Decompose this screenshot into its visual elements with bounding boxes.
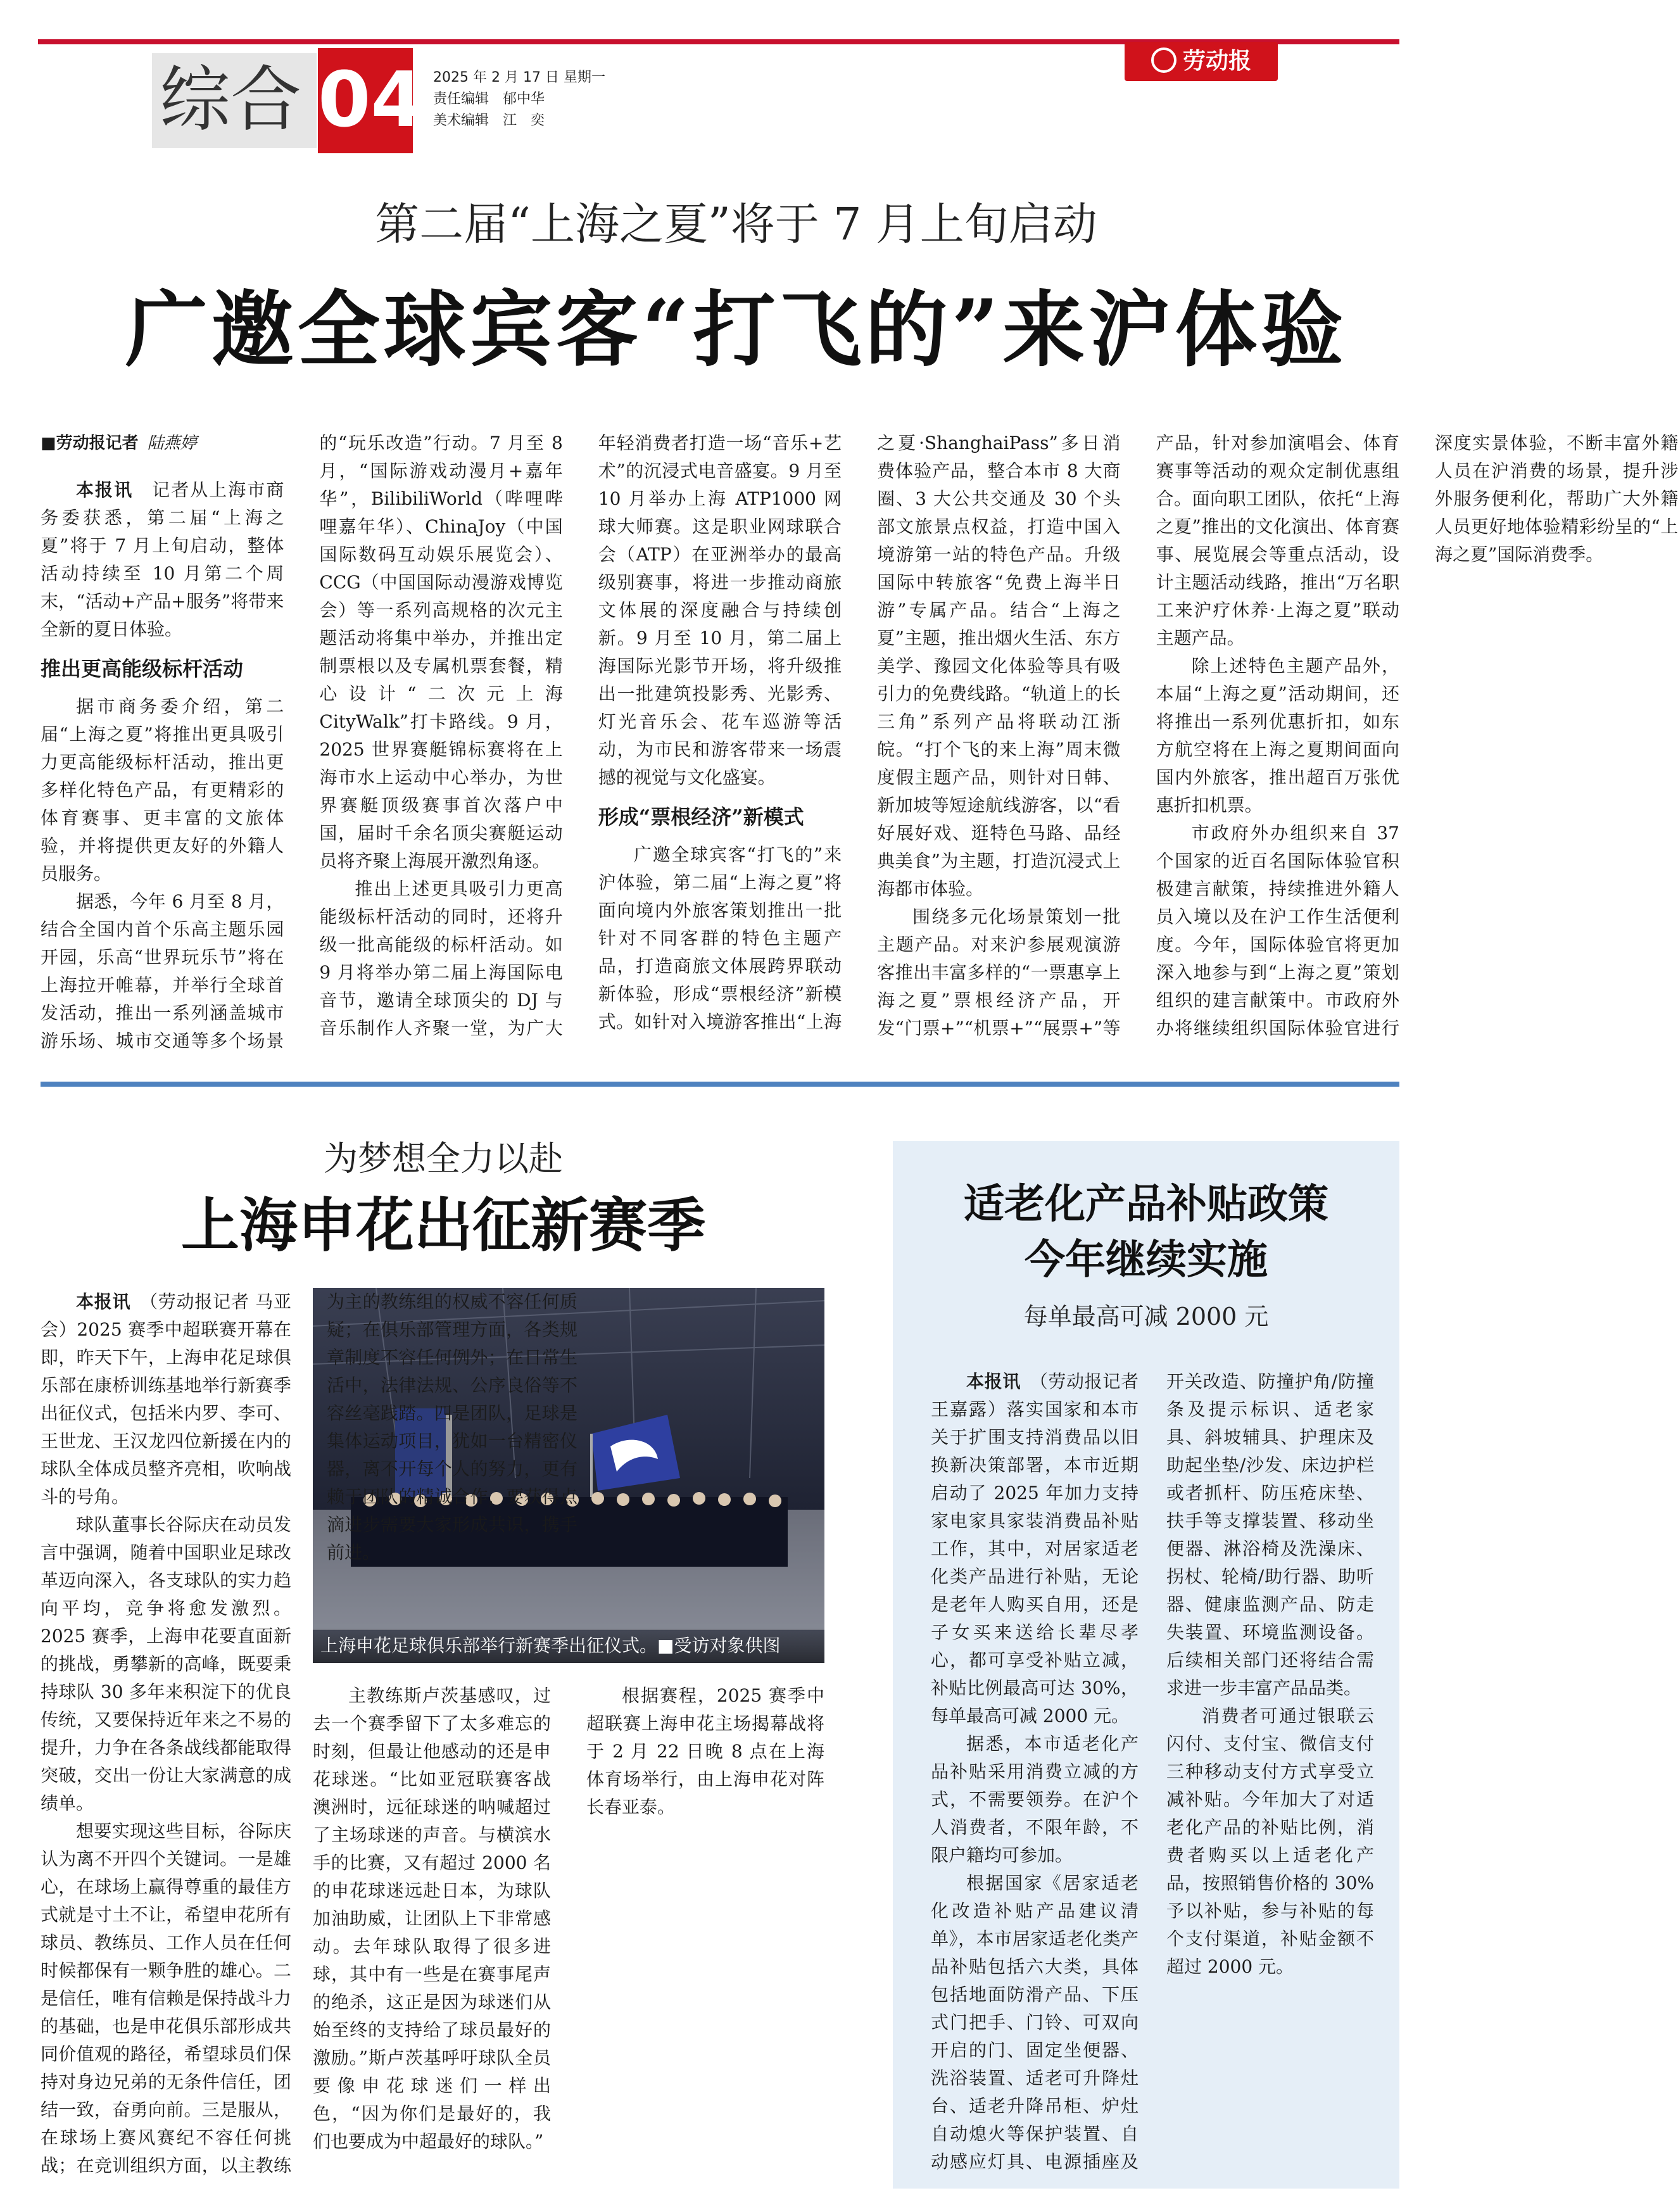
masthead-logo[interactable] [1125, 42, 1278, 81]
paragraph: 本报讯 记者从上海市商务委获悉，第二届“上海之夏”将于 7 月上旬启动，整体活动持续至 10 月第二个周末，“活动+产品+服务”将带来全新的夏日体验。 [41, 479, 284, 640]
story2-body-rest [313, 1682, 824, 2189]
paragraph: 除上述特色主题产品外，本届“上海之夏”活动期间，还将推出一系列优惠折扣，如东方航空将在上海之夏期间面向国内外旅客，推出超百万张优惠折扣机票。 [1156, 655, 1399, 816]
art-editor-line: 美术编辑 江 奕 [433, 113, 545, 129]
photo-caption: 上海申花足球俱乐部举行新赛季出征仪式。■受访对象供图 [313, 1629, 824, 1663]
paragraph: 想要实现这些目标，谷际庆认为离不开四个关键词。一是雄心，在球场上赢得尊重的最佳方式就是寸土不让，希望申花所有球员、教练员、工作人员在任何时候都保有一颗争胜的雄心。二是信任，唯有信赖是保持战斗力的基础，也是申花俱乐部形成共同价值观的路径，希望球员们保持对身边兄弟的无条件信任，团结一致，奋勇向前。三是服从，在球场上赛风赛纪不容任何挑战；在竞训组织方面，以主教练为主的教练组的权威不容任何质疑；在俱乐部管理方面，各类规章制度不容任何例外；在日常生活中，法律法规、公序良俗等不容丝毫践踏。四是团队，足球是集体运动项目，犹如一台精密仪器，离不开每个人的努力，更有赖于团队的精诚合作，要获得点滴进步需要大家形成共识，携手前进。 [41, 1291, 577, 2176]
story1-headline: 广邀全球宾客“打飞的”来沪体验 [125, 281, 1347, 378]
story1-byline [41, 429, 284, 457]
story1-body [41, 429, 1678, 1063]
paragraph: 据市商务委介绍，第二届“上海之夏”将推出更具吸引力更高能级标杆活动，推出更多样化特色产品，有更精彩的体育赛事、更丰富的文旅体验，并将提供更友好的外籍人员服务。 [41, 696, 284, 884]
story3-body [931, 1368, 1374, 2178]
story3-subtitle: 每单最高可减 2000 元 [1023, 1303, 1269, 1330]
paragraph: 广邀全球宾客“打飞的”来沪体验，第二届“上海之夏”将面向境内外旅客策划推出一批针对不同客群的特色主题产品，打造商旅文体展跨界联动新体验，形成“票根经济”新模式。如针对入境游客推出“上海之夏·ShanghaiPass”多日消费体验产品，整合本市 8 大商圈、3 大公共交通及 30 个头部文旅景点权益，打造中国入境游第一站的特色产品。升级国际中转旅客“免费上海半日游”专属产品。结合“上海之夏”主题，推出烟火生活、东方美学、豫园文化体验等具有吸引力的免费线路。“轨道上的长三角”系列产品将联动江浙皖。“打个飞的来上海”周末微度假主题产品，则针对日韩、新加坡等短途航线游客，以“看好展好戏、逛特色马路、品经典美食”为主题，打造沉浸式上海都市体验。 [598, 433, 1121, 1032]
logo-mark-icon [1151, 47, 1176, 73]
story1-kicker: 第二届“上海之夏”将于 7 月上旬启动 [375, 198, 1097, 250]
section-name: 综合 [160, 59, 301, 141]
paragraph: 消费者可通过银联云闪付、支付宝、微信支付三种移动支付方式享受立减补贴。今年加大了对适老化产品的补贴比例，消费者购买以上适老化产品，按照销售价格的 30% 予以补贴，参与补贴的每个支付渠道，补贴金额不超过 2000 元。 [1166, 1705, 1374, 1977]
paragraph: 本报讯 （劳动报记者 马亚会）2025 赛季中超联赛开幕在即，昨天下午，上海申花足球俱乐部在康桥训练基地举行新赛季出征仪式，包括米内罗、李可、王世龙、王汉龙四位新援在内的球队全体成员整齐亮相，吹响战斗的号角。 [41, 1291, 291, 1507]
byline-name: 陆燕婷 [147, 434, 197, 453]
subhead: 形成“票根经济”新模式 [598, 805, 804, 829]
lead-label: 本报讯 [76, 1291, 131, 1312]
issue-meta [433, 67, 605, 132]
story2-kicker: 为梦想全力以赴 [324, 1139, 563, 1179]
editor-line: 责任编辑 郁中华 [433, 91, 545, 107]
paragraph: 据悉，今年 6 月至 8 月，结合全国内首个乐高主题乐园开园，乐高“世界玩乐节”将在上海拉开帷幕，并举行全球首发活动，推出一系列涵盖城市游乐场、城市交通等多个场景的“玩乐改造”行动。7 月至 8 月，“国际游戏动漫月+嘉年华”，BilibiliWorld（哔哩哔哩嘉年华）、ChinaJoy（中国国际数码互动娱乐展览会）、CCG（中国国际动漫游戏博览会）等一系列高规格的次元主题活动将集中举办，并推出定制票根以及专属机票套餐，精心设计“二次元上海 CityWalk”打卡路线。9 月，2025 世界赛艇锦标赛将在上海市水上运动中心举办，为世界赛艇顶级赛事首次落户中国，届时千余名顶尖赛艇运动员将齐聚上海展开激烈角逐。 [41, 433, 563, 1051]
section-divider [41, 1082, 1399, 1087]
lead-label: 本报讯 [76, 479, 134, 500]
paragraph: 据悉，本市适老化产品补贴采用消费立减的方式，不需要领券。在沪个人消费者，不限年龄，不限户籍均可参加。 [931, 1733, 1139, 1866]
byline-label: ■劳动报记者 [41, 434, 139, 453]
subhead: 推出更高能级标杆活动 [41, 657, 244, 681]
masthead-name: 劳动报 [1182, 48, 1251, 74]
story3-headline: 适老化产品补贴政策 今年继续实施 [964, 1180, 1328, 1284]
paragraph: 根据赛程，2025 赛季中超联赛上海申花主场揭幕战将于 2 月 22 日晚 8 点在上海体育场举行，由上海申花对阵长春亚泰。 [586, 1685, 824, 1817]
paragraph: 根据国家《居家适老化改造补贴产品建议清单》，本市居家适老化类产品补贴包括六大类，具体包括地面防滑产品、下压式门把手、门铃、可双向开启的门、固定坐便器、洗浴装置、适老可升降灶台、适老升降吊柜、炉灶自动熄火等保护装置、自动感应灯具、电源插座及开关改造、防撞护角/防撞条及提示标识、适老家具、斜坡辅具、护理床及助起坐垫/沙发、床边护栏或者抓杆、防压疮床垫、扶手等支撑装置、移动坐便器、淋浴椅及洗澡床、拐杖、轮椅/助行器、助听器、健康监测产品、防走失装置、环境监测设备。后续相关部门还将结合需求进一步丰富产品品类。 [931, 1371, 1374, 2172]
paragraph: 市政府外办组织来自 37 个国家的近百名国际体验官积极建言献策，持续推进外籍人员入境以及在沪工作生活便利度。今年，国际体验官将更加深入地参与到“上海之夏”策划组织的建言献策中。市政府外办将继续组织国际体验官进行深度实景体验，不断丰富外籍人员在沪消费的场景，提升涉外服务便利化，帮助广大外籍人员更好地体验精彩纷呈的“上海之夏”国际消费季。 [1156, 433, 1678, 1039]
paragraph: 推出上述更具吸引力更高能级标杆活动的同时，还将升级一批高能级的标杆活动。如 9 月将举办第二届上海国际电音节，邀请全球顶尖的 DJ 与音乐制作人齐聚一堂，为广大年轻消费者打造一场“音乐+艺术”的沉浸式电音盛宴。9 月至 10 月举办上海 ATP1000 网球大师赛。这是职业网球联合会（ATP）在亚洲举办的最高级别赛事，将进一步推动商旅文体展的深度融合与持续创新。9 月至 10 月，第二届上海国际光影节开场，将升级推出一批建筑投影秀、光影秀、灯光音乐会、花车巡游等活动，为市民和游客带来一场震撼的视觉与文化盛宴。 [319, 433, 842, 1039]
page-number: 04 [318, 48, 413, 153]
paragraph: 本报讯 （劳动报记者 王嘉露）落实国家和本市关于扩围支持消费品以旧换新决策部署，本市近期启动了 2025 年加力支持家电家具家装消费品补贴工作，其中，对居家适老化类产品进行补贴，无论是老年人购买自用，还是子女买来送给长辈尽孝心，都可享受补贴立减，补贴比例最高可达 30%，每单最高可减 2000 元。 [931, 1371, 1139, 1726]
paragraph: 球队董事长谷际庆在动员发言中强调，随着中国职业足球改革迈向深入，各支球队的实力趋向平均，竞争将愈发激烈。2025 赛季，上海申花要直面新的挑战，勇攀新的高峰，既要秉持球队 30 多年来积淀下的优良传统，又要保持近年来之不易的提升，力争在各条战线都能取得突破，交出一份让大家满意的成绩单。 [41, 1514, 291, 1814]
story2-headline: 上海申花出征新赛季 [180, 1191, 705, 1260]
date-line: 2025 年 2 月 17 日 星期一 [433, 70, 605, 85]
lead-label: 本报讯 [966, 1371, 1021, 1392]
paragraph: 围绕多元化场景策划一批主题产品。对来沪参展观演游客推出丰富多样的“一票惠享上海之夏”票根经济产品，开发“门票+”“机票+”“展票+”等产品，针对参加演唱会、体育赛事等活动的观众定制优惠组合。面向职工团队，依托“上海之夏”推出的文化演出、体育赛事、展览展会等重点活动，设计主题活动线路，推出“万名职工来沪疗休养·上海之夏”联动主题产品。 [877, 433, 1399, 1039]
paragraph: 主教练斯卢茨基感叹，过去一个赛季留下了太多难忘的时刻，但最让他感动的还是申花球迷。“比如亚冠联赛客战澳洲时，远征球迷的呐喊超过了主场球迷的声音。与横滨水手的比赛，又有超过 2000 名的申花球迷远赴日本，为球队加油助威，让团队上下非常感动。去年球队取得了很多进球，其中有一些是在赛事尾声的绝杀，这正是因为球迷们从始至终的支持给了球员最好的激励。”斯卢茨基呼吁球队全员要像申花球迷们一样出色，“因为你们是最好的，我们也要成为中超最好的球队。” [313, 1685, 551, 2152]
